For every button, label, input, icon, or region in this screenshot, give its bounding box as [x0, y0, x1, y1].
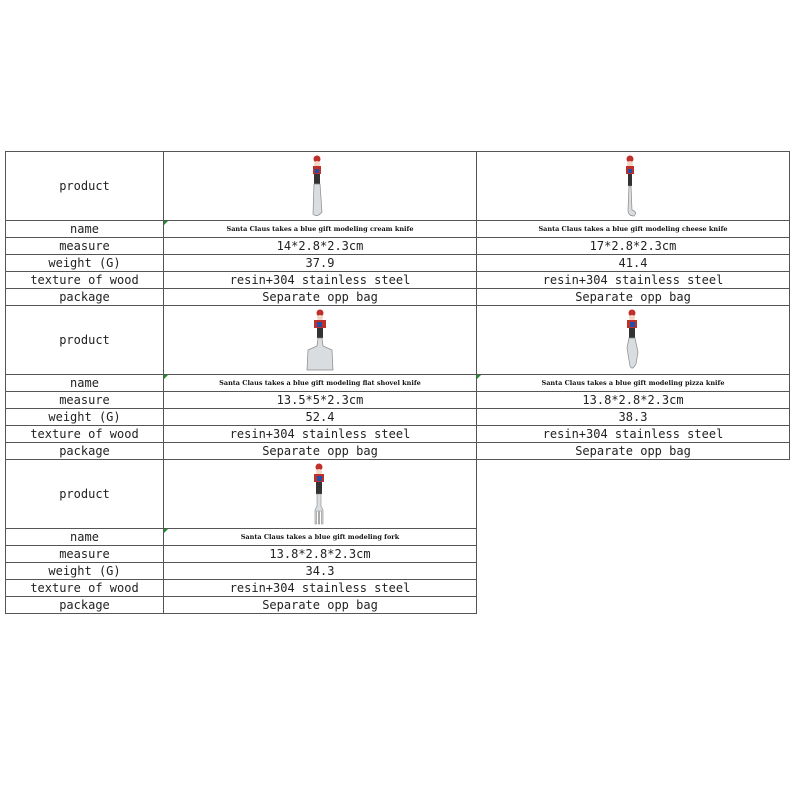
measure-label: measure — [6, 392, 164, 409]
product-measure: 13.8*2.8*2.3cm — [477, 392, 790, 409]
product-package: Separate opp bag — [164, 443, 477, 460]
empty-cell — [477, 597, 790, 614]
product-label: product — [6, 306, 164, 375]
product-texture: resin+304 stainless steel — [164, 272, 477, 289]
product-texture: resin+304 stainless steel — [164, 580, 477, 597]
package-label: package — [6, 289, 164, 306]
product-measure: 17*2.8*2.3cm — [477, 238, 790, 255]
product-name: Santa Claus takes a blue gift modeling cream knife — [164, 221, 477, 238]
name-label: name — [6, 221, 164, 238]
product-measure: 13.5*5*2.3cm — [164, 392, 477, 409]
product-weight: 41.4 — [477, 255, 790, 272]
measure-label: measure — [6, 546, 164, 563]
measure-label: measure — [6, 238, 164, 255]
product-package: Separate opp bag — [477, 443, 790, 460]
weight-label: weight (G) — [6, 563, 164, 580]
cream-knife-icon — [305, 154, 335, 218]
empty-cell — [477, 563, 790, 580]
name-label: name — [6, 375, 164, 392]
product-name: Santa Claus takes a blue gift modeling cheese knife — [477, 221, 790, 238]
product-name: Santa Claus takes a blue gift modeling flat shovel knife — [164, 375, 477, 392]
product-measure: 14*2.8*2.3cm — [164, 238, 477, 255]
product-image-cell — [164, 306, 477, 375]
product-texture: resin+304 stainless steel — [477, 426, 790, 443]
fork-icon — [305, 462, 335, 526]
empty-cell — [477, 529, 790, 546]
product-package: Separate opp bag — [164, 289, 477, 306]
product-package: Separate opp bag — [164, 597, 477, 614]
product-weight: 34.3 — [164, 563, 477, 580]
product-weight: 38.3 — [477, 409, 790, 426]
product-weight: 37.9 — [164, 255, 477, 272]
product-name: Santa Claus takes a blue gift modeling pizza knife — [477, 375, 790, 392]
product-measure: 13.8*2.8*2.3cm — [164, 546, 477, 563]
cheese-knife-icon — [618, 154, 648, 218]
empty-cell — [477, 460, 790, 529]
weight-label: weight (G) — [6, 409, 164, 426]
name-label: name — [6, 529, 164, 546]
product-name: Santa Claus takes a blue gift modeling fork — [164, 529, 477, 546]
product-texture: resin+304 stainless steel — [477, 272, 790, 289]
product-image-cell — [477, 306, 790, 375]
product-label: product — [6, 460, 164, 529]
weight-label: weight (G) — [6, 255, 164, 272]
product-image-cell — [164, 152, 477, 221]
texture-label: texture of wood — [6, 272, 164, 289]
product-package: Separate opp bag — [477, 289, 790, 306]
texture-label: texture of wood — [6, 580, 164, 597]
product-image-cell — [164, 460, 477, 529]
product-label: product — [6, 152, 164, 221]
package-label: package — [6, 597, 164, 614]
flat-shovel-knife-icon — [302, 308, 338, 372]
product-weight: 52.4 — [164, 409, 477, 426]
product-spec-table — [5, 151, 790, 614]
product-image-cell — [477, 152, 790, 221]
texture-label: texture of wood — [6, 426, 164, 443]
product-texture: resin+304 stainless steel — [164, 426, 477, 443]
pizza-knife-icon — [618, 308, 648, 372]
package-label: package — [6, 443, 164, 460]
empty-cell — [477, 546, 790, 563]
empty-cell — [477, 580, 790, 597]
